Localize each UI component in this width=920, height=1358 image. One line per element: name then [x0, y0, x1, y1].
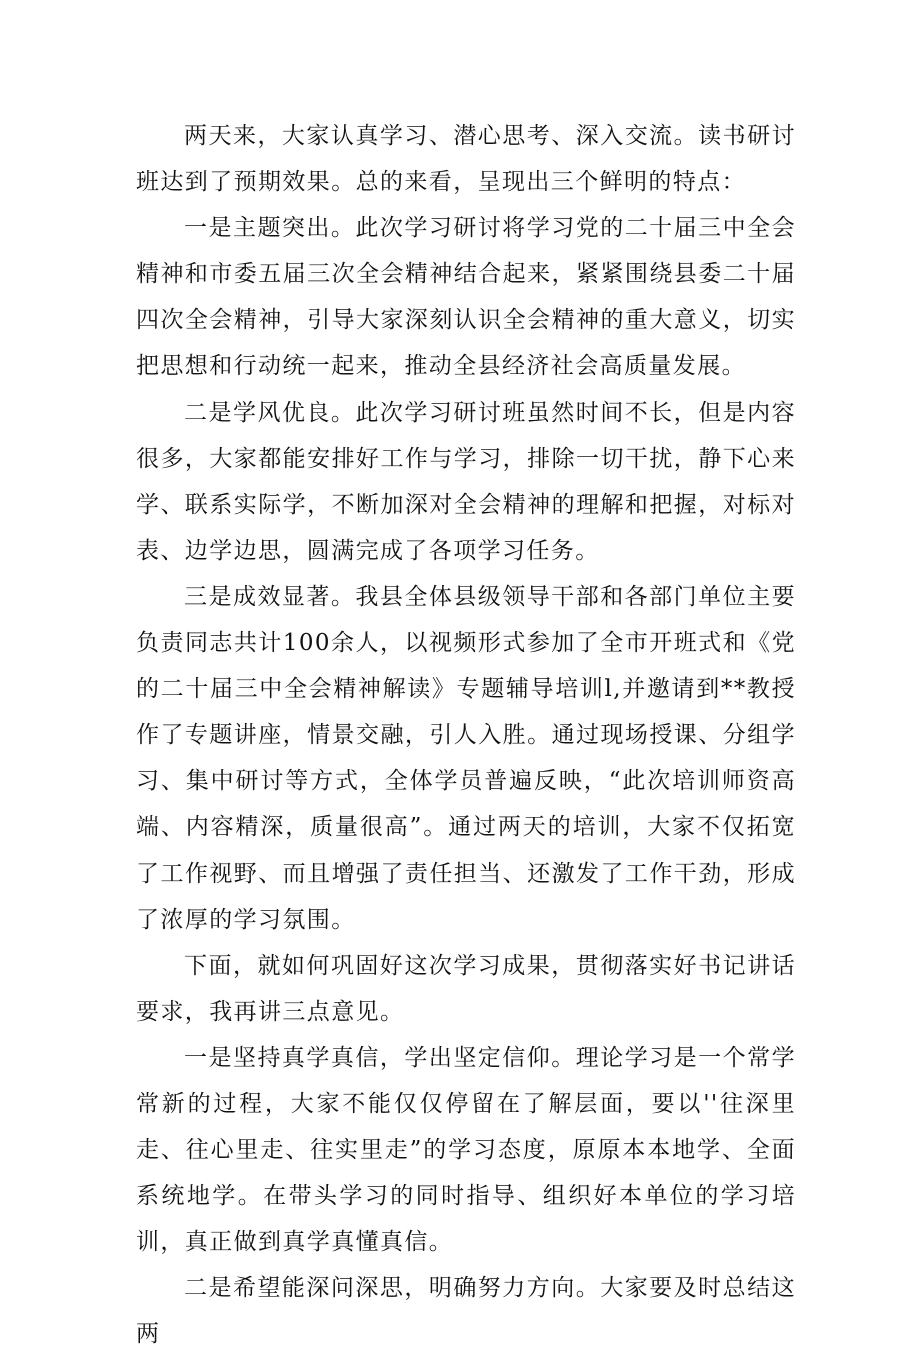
paragraph-transition: 下面，就如何巩固好这次学习成果，贯彻落实好书记讲话要求，我再讲三点意见。 — [136, 952, 796, 1025]
paragraph-theme: 一是主题突出。此次学习研讨将学习党的二十届三中全会精神和市委五届三次全会精神结合起来，紧紧围绕县委二十届四次全会精神，引导大家深刻认识全会精神的重大意义，切实把思想和行动统一起来，推动全县经济社会高质量发展。 — [136, 215, 796, 380]
paragraph-study-style: 二是学风优良。此次学习研讨班虽然时间不长，但是内容很多，大家都能安排好工作与学习，排除一切干扰，静下心来学、联系实际学，不断加深对全会精神的理解和把握，对标对表、边学边思，圆满完成了各项学习任务。 — [136, 399, 796, 564]
paragraph-intro: 两天来，大家认真学习、潜心思考、深入交流。读书研讨班达到了预期效果。总的来看，呈现出三个鲜明的特点： — [136, 123, 796, 196]
paragraph-results: 三是成效显著。我县全体县级领导干部和各部门单位主要负责同志共计100余人，以视频形式参加了全市开班式和《党的二十届三中全会精神解读》专题辅导培训l,并邀请到**教授作了专题讲座，情景交融，引人入胜。通过现场授课、分组学习、集中研讨等方式，全体学员普遍反映，“此次培训师资高端、内容精深，质量很高”。通过两天的培训，大家不仅拓宽了工作视野、而且增强了责任担当、还激发了工作干劲，形成了浓厚的学习氛围。 — [136, 583, 796, 933]
paragraph-point-one: 一是坚持真学真信，学出坚定信仰。理论学习是一个常学常新的过程，大家不能仅仅停留在了解层面，要以''往深里走、往心里走、往实里走”的学习态度，原原本本地学、全面系统地学。在带头学习的同时指导、组织好本单位的学习培训，真正做到真学真懂真信。 — [136, 1044, 796, 1256]
paragraph-point-two: 二是希望能深问深思，明确努力方向。大家要及时总结这两 — [136, 1275, 796, 1348]
document-body — [136, 113, 796, 1358]
